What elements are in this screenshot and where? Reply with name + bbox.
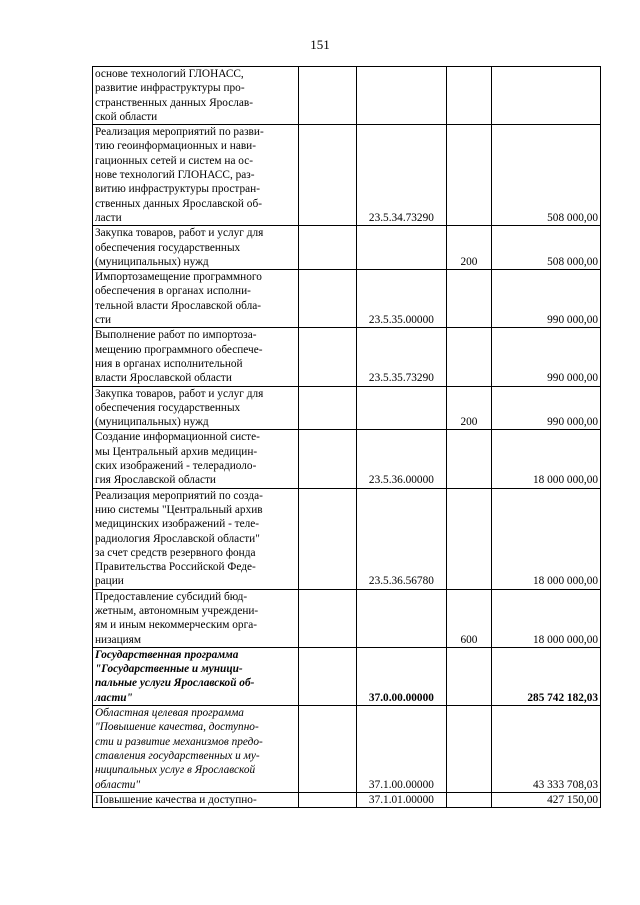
row-sum-cell: 508 000,00 <box>492 226 601 270</box>
row-code-cell <box>357 386 447 430</box>
row-name-text: Закупка товаров, работ и услуг для обеспечения государственных (муниципальных) нужд <box>95 387 264 429</box>
row-kind-cell <box>446 328 491 386</box>
row-kind-cell <box>446 706 491 793</box>
table-row <box>93 328 601 386</box>
row-name-text: основе технологий ГЛОНАСС, развитие инфраструктуры про- странственных данных Ярослав- ской области <box>95 68 253 123</box>
row-name-text: Импортозамещение программного обеспечения в органах исполни- тельной власти Ярославской обла- сти <box>95 271 262 327</box>
row-sum-cell: 990 000,00 <box>492 328 601 386</box>
row-sum-cell: 427 150,00 <box>492 792 601 807</box>
row-sum-cell: 990 000,00 <box>492 270 601 328</box>
budget-table <box>92 66 601 808</box>
table-row <box>93 589 601 647</box>
row-code-cell <box>357 589 447 647</box>
row-empty-cell <box>298 270 356 328</box>
row-empty-cell <box>298 125 356 226</box>
row-empty-cell <box>298 226 356 270</box>
row-name-cell <box>93 647 299 705</box>
row-kind-cell <box>446 430 491 488</box>
budget-table-body <box>93 67 601 808</box>
row-code-cell: 23.5.35.00000 <box>357 270 447 328</box>
table-row <box>93 67 601 125</box>
row-empty-cell <box>298 792 356 807</box>
row-code-cell: 37.0.00.00000 <box>357 647 447 705</box>
row-empty-cell <box>298 386 356 430</box>
table-row <box>93 706 601 793</box>
row-code-cell: 37.1.00.00000 <box>357 706 447 793</box>
row-empty-cell <box>298 706 356 793</box>
page-number: 151 <box>310 37 330 52</box>
row-kind-cell <box>446 125 491 226</box>
row-code-cell: 23.5.34.73290 <box>357 125 447 226</box>
row-code-cell: 23.5.36.56780 <box>357 488 447 589</box>
row-sum-cell: 18 000 000,00 <box>492 488 601 589</box>
row-kind-cell: 200 <box>446 386 491 430</box>
row-name-text: Закупка товаров, работ и услуг для обеспечения государственных (муниципальных) нужд <box>95 227 264 268</box>
row-name-cell <box>93 792 299 807</box>
row-name-cell <box>93 328 299 386</box>
row-kind-cell <box>446 67 491 125</box>
row-name-cell <box>93 226 299 270</box>
row-code-cell <box>357 67 447 125</box>
row-name-text: Областная целевая программа "Повышение качества, доступно- сти и развитие механизмов предо- ставления государственных и му- ниципальных услуг в Ярославской области" <box>95 707 263 791</box>
row-name-cell <box>93 125 299 226</box>
row-name-text: Государственная программа "Государственные и муници- пальные услуги Ярославской об- ласти" <box>95 648 255 704</box>
row-name-cell <box>93 270 299 328</box>
table-row <box>93 226 601 270</box>
row-name-cell <box>93 386 299 430</box>
row-kind-cell <box>446 270 491 328</box>
row-empty-cell <box>298 430 356 488</box>
row-name-text: Выполнение работ по импортоза- мещению программного обеспече- ния в органах исполнительной власти Ярославской области <box>95 329 263 385</box>
row-sum-cell <box>492 67 601 125</box>
row-sum-cell: 990 000,00 <box>492 386 601 430</box>
row-empty-cell <box>298 328 356 386</box>
table-row <box>93 792 601 807</box>
table-row <box>93 488 601 589</box>
row-kind-cell: 600 <box>446 589 491 647</box>
row-code-cell: 37.1.01.00000 <box>357 792 447 807</box>
row-name-cell <box>93 488 299 589</box>
row-name-text: Предоставление субсидий бюд- жетным, автономным учреждени- ям и иным некоммерческим орга- низациям <box>95 590 259 646</box>
row-sum-cell: 285 742 182,03 <box>492 647 601 705</box>
row-sum-cell: 508 000,00 <box>492 125 601 226</box>
table-row <box>93 430 601 488</box>
row-empty-cell <box>298 589 356 647</box>
row-code-cell: 23.5.36.00000 <box>357 430 447 488</box>
table-row <box>93 647 601 705</box>
row-name-cell <box>93 706 299 793</box>
row-empty-cell <box>298 67 356 125</box>
row-kind-cell <box>446 792 491 807</box>
row-kind-cell: 200 <box>446 226 491 270</box>
table-row <box>93 125 601 226</box>
row-name-cell <box>93 589 299 647</box>
row-empty-cell <box>298 488 356 589</box>
row-sum-cell: 43 333 708,03 <box>492 706 601 793</box>
table-row <box>93 270 601 328</box>
row-name-text: Создание информационной систе- мы Центральный архив медицин- ских изображений - телерадиоло- гия Ярославской области <box>95 431 260 487</box>
row-name-cell <box>93 430 299 488</box>
row-name-text: Повышение качества и доступно- <box>95 793 257 806</box>
row-kind-cell <box>446 488 491 589</box>
table-row <box>93 386 601 430</box>
row-kind-cell <box>446 647 491 705</box>
row-sum-cell: 18 000 000,00 <box>492 589 601 647</box>
row-code-cell: 23.5.35.73290 <box>357 328 447 386</box>
row-name-text: Реализация мероприятий по созда- нию системы "Центральный архив медицинских изображений - теле- радиология Ярославской области" за счет средств резервного фонда Правительства Российской Феде- рации <box>95 489 263 588</box>
row-sum-cell: 18 000 000,00 <box>492 430 601 488</box>
row-code-cell <box>357 226 447 270</box>
row-empty-cell <box>298 647 356 705</box>
row-name-text: Реализация мероприятий по разви- тию геоинформационных и нави- гационных сетей и систем на ос- нове технологий ГЛОНАСС, раз- витию инфраструктуры простран- ственных данных Ярославской об- ласти <box>95 126 264 224</box>
row-name-cell <box>93 67 299 125</box>
